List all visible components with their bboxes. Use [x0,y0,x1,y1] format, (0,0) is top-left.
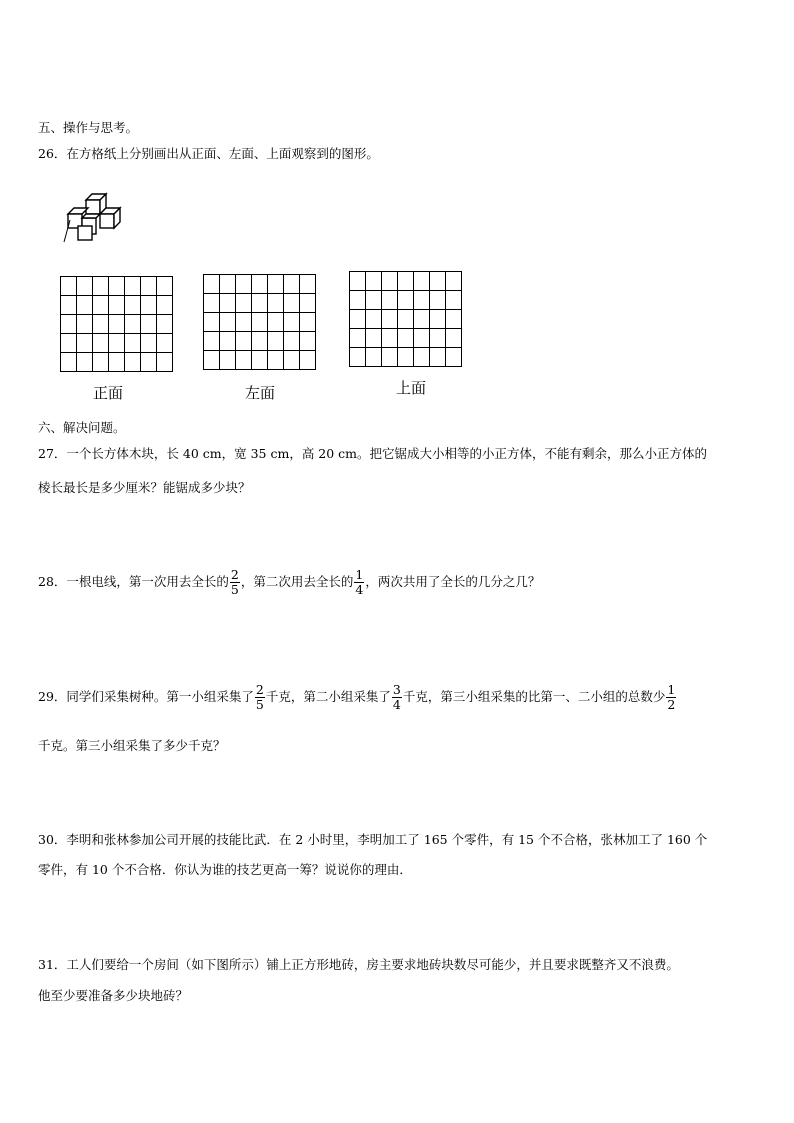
q28-text-3: ，两次共用了全长的几分之几？ [365,574,541,589]
q28-text-2: ，第二次用去全长的 [240,574,354,589]
q29-text-2: 千克，第二小组采集了 [265,689,391,704]
fraction-two-fifths: $\frac{2}{5}$ [255,682,264,712]
section-6-title: 六、解决问题。 [38,420,126,435]
cube-stack-figure [60,190,130,250]
grid-front-view[interactable] [60,276,173,372]
grid-label-left: 左面 [245,384,276,402]
q28-text-1: 28．一根电线，第一次用去全长的 [38,574,229,589]
question-31-line2: 他至少要准备多少块地砖？ [38,988,189,1003]
q29-text-3: 千克，第三小组采集的比第一、二小组的总数少 [402,689,666,704]
section-5-title: 五、操作与思考。 [38,120,139,135]
question-31-line1: 31．工人们要给一个房间（如下图所示）铺上正方形地砖，房主要求地砖块数尽可能少，并且要求既整齐又不浪费。 [38,957,679,972]
grid-top-view[interactable] [349,271,462,367]
grid-label-top: 上面 [396,379,427,397]
grid-label-front: 正面 [93,384,124,402]
question-27-line2: 棱长最长是多少厘米？能锯成多少块？ [38,480,251,495]
grid-left-view[interactable] [203,274,316,370]
question-29-line2: 千克。第三小组采集了多少千克？ [38,738,226,753]
question-27-line1: 27．一个长方体木块，长 40 cm，宽 35 cm，高 20 cm。把它锯成大小相等的小正方体，不能有剩余，那么小正方体的 [38,446,708,461]
question-28 [38,568,540,597]
fraction-one-half: $\frac{1}{2}$ [667,682,676,712]
question-30-line2: 零件，有 10 个不合格．你认为谁的技艺更高一筹？说说你的理由． [38,862,412,877]
fraction-one-quarter: $\frac{1}{4}$ [355,567,364,597]
question-26: 26．在方格纸上分别画出从正面、左面、上面观察到的图形。 [38,146,379,161]
fraction-three-quarters: $\frac{3}{4}$ [392,682,401,712]
question-30-line1: 30．李明和张林参加公司开展的技能比武．在 2 小时里，李明加工了 165 个零件，有 15 个不合格，张林加工了 160 个 [38,832,708,847]
question-29-line1 [38,683,677,712]
q29-text-1: 29．同学们采集树种。第一小组采集了 [38,689,254,704]
fraction-two-fifths: $\frac{2}{5}$ [230,567,239,597]
